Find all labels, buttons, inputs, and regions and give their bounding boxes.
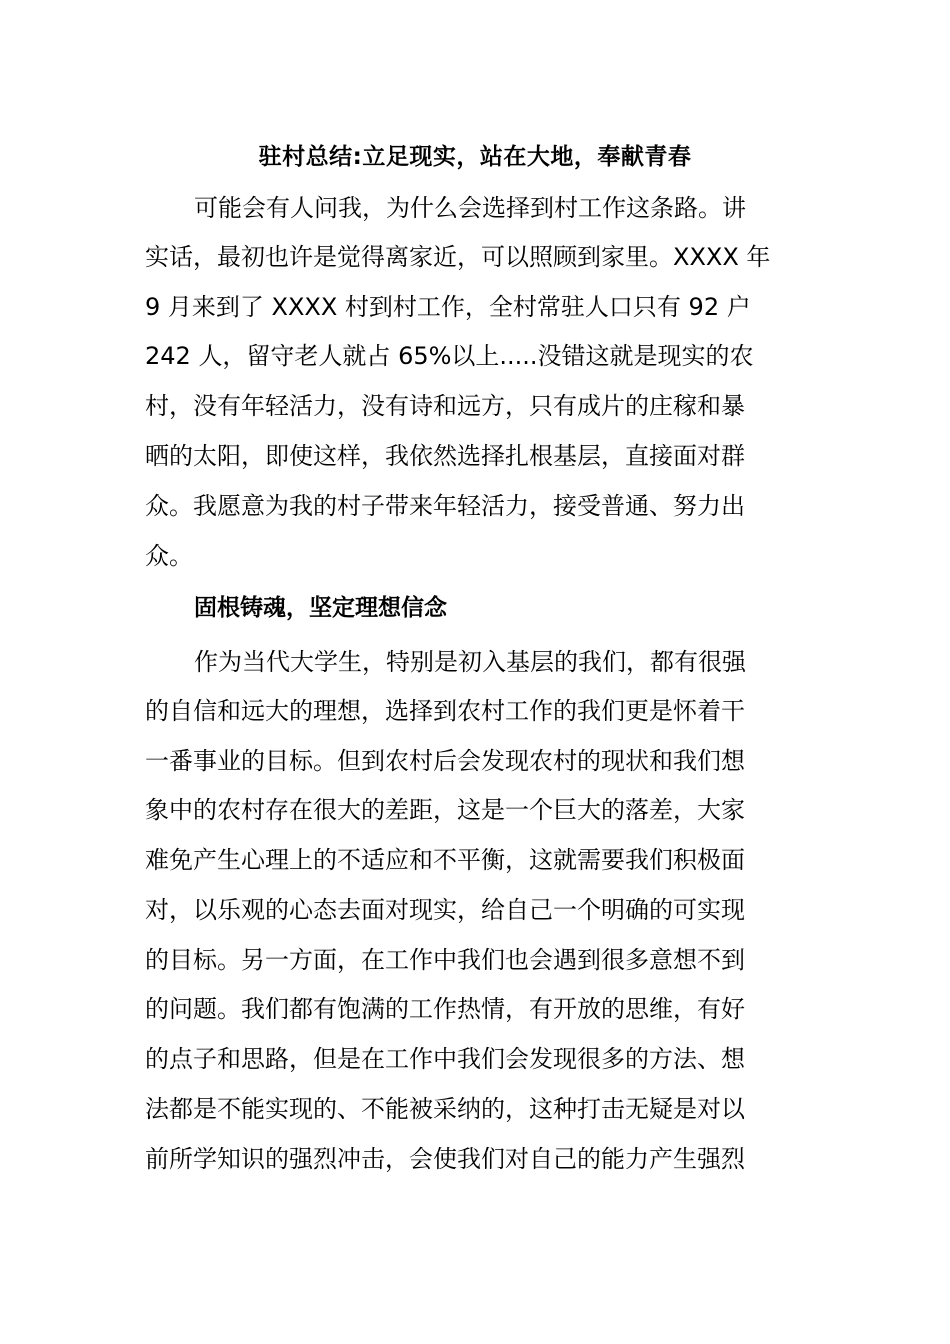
paragraph-1-line-1: 可能会有人问我，为什么会选择到村工作这条路。讲 (194, 194, 746, 222)
paragraph-2-line-6: 对，以乐观的心态去面对现实，给自己一个明确的可实现 (145, 896, 745, 924)
paragraph-2-line-2: 的自信和远大的理想，选择到农村工作的我们更是怀着干 (145, 697, 745, 725)
paragraph-2-line-7: 的目标。另一方面，在工作中我们也会遇到很多意想不到 (145, 946, 745, 974)
paragraph-1-line-8: 众。 (145, 542, 193, 570)
paragraph-2-line-10: 法都是不能实现的、不能被采纳的，这种打击无疑是对以 (145, 1095, 745, 1123)
paragraph-2-line-1: 作为当代大学生，特别是初入基层的我们，都有很强 (194, 648, 746, 676)
document-title: 驻村总结:立足现实，站在大地，奉献青春 (258, 144, 692, 170)
paragraph-1-line-2: 实话，最初也许是觉得离家近，可以照顾到家里。XXXX 年 (145, 243, 771, 271)
paragraph-2-line-8: 的问题。我们都有饱满的工作热情，有开放的思维，有好 (145, 995, 745, 1023)
section-heading: 固根铸魂，坚定理想信念 (194, 595, 447, 621)
paragraph-1-line-7: 众。我愿意为我的村子带来年轻活力，接受普通、努力出 (145, 492, 745, 520)
paragraph-1-line-4: 242 人，留守老人就占 65%以上.....没错这就是现实的农 (145, 342, 754, 370)
paragraph-2-line-4: 象中的农村存在很大的差距，这是一个巨大的落差，大家 (145, 796, 745, 824)
paragraph-2-line-3: 一番事业的目标。但到农村后会发现农村的现状和我们想 (145, 747, 745, 775)
paragraph-1-line-3: 9 月来到了 XXXX 村到村工作，全村常驻人口只有 92 户 (145, 293, 751, 321)
paragraph-1-line-5: 村，没有年轻活力，没有诗和远方，只有成片的庄稼和暴 (145, 392, 745, 420)
paragraph-2-line-9: 的点子和思路，但是在工作中我们会发现很多的方法、想 (145, 1045, 745, 1073)
paragraph-2-line-5: 难免产生心理上的不适应和不平衡，这就需要我们积极面 (145, 846, 745, 874)
paragraph-1-line-6: 晒的太阳，即使这样，我依然选择扎根基层，直接面对群 (145, 442, 745, 470)
paragraph-2-line-11: 前所学知识的强烈冲击，会使我们对自己的能力产生强烈 (145, 1145, 745, 1173)
